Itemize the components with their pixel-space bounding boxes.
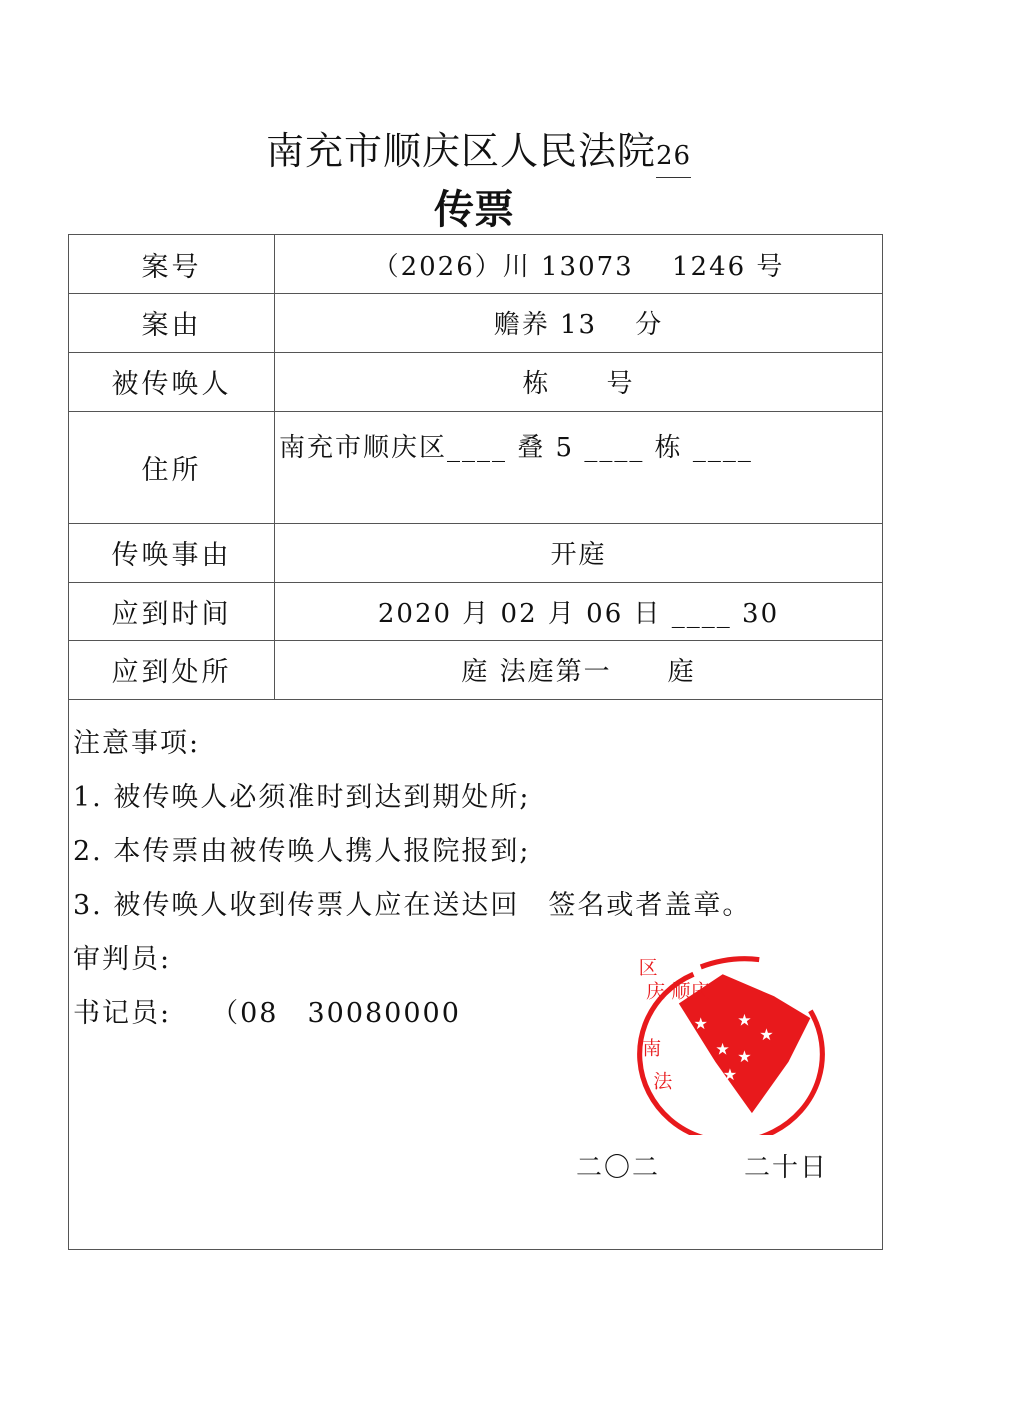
- judge-label: 审判员:: [73, 944, 172, 975]
- document-title: 传票: [434, 187, 514, 233]
- clerk-label: 书记员:: [73, 998, 172, 1029]
- svg-text:南: 南: [642, 1037, 662, 1060]
- label: 住所: [69, 411, 275, 523]
- issue-date: 二〇二 二十日: [576, 1153, 829, 1183]
- note-item: 3. 被传唤人收到传票人应在送达回 签名或者盖章。: [73, 890, 752, 921]
- label: 案号: [69, 235, 275, 293]
- note-item: 1. 被传唤人必须准时到达到期处所;: [73, 782, 531, 813]
- value: 庭 法庭第一 庭: [461, 657, 696, 687]
- svg-text:★: ★: [759, 1025, 774, 1044]
- value: （2026）川 13073 1246 号: [372, 251, 785, 282]
- svg-text:法: 法: [653, 1070, 673, 1093]
- label: 传唤事由: [69, 523, 275, 582]
- svg-text:★: ★: [722, 1065, 738, 1085]
- notes-heading: 注意事项:: [73, 728, 201, 759]
- value: 2020 月 02 月 06 日 ____ 30: [377, 598, 780, 629]
- note-item: 2. 本传票由被传唤人携人报院报到;: [73, 836, 531, 867]
- value: 开庭: [550, 540, 607, 570]
- svg-text:★: ★: [715, 1039, 730, 1059]
- svg-text:顺庆: 顺庆: [671, 980, 710, 1003]
- court-name: [266, 120, 691, 178]
- row-summons-reason: [69, 523, 882, 583]
- svg-text:★: ★: [737, 1046, 752, 1066]
- row-summoned-person: [69, 352, 882, 412]
- court-suffix: 26: [656, 141, 691, 178]
- clerk-phone: （08 30080000: [211, 998, 461, 1029]
- row-appear-time: [69, 582, 882, 641]
- svg-text:庆: 庆: [645, 980, 665, 1003]
- label: 应到时间: [69, 582, 275, 640]
- value: 赡养 13 分: [493, 310, 664, 340]
- value: 南充市顺庆区____ 叠 5 ____ 栋 ____: [279, 433, 753, 463]
- row-case-number: [69, 235, 882, 294]
- row-case-cause: [69, 293, 882, 353]
- svg-text:区: 区: [638, 957, 658, 980]
- row-appear-place: [69, 640, 882, 700]
- label: 案由: [69, 293, 275, 352]
- svg-text:★: ★: [737, 1010, 752, 1030]
- court-seal-stamp: [620, 945, 840, 1135]
- svg-text:★: ★: [693, 1014, 708, 1034]
- court-name-text: 南充市顺庆区人民法院: [266, 129, 657, 173]
- label: 应到处所: [69, 640, 275, 699]
- label: 被传唤人: [69, 352, 275, 411]
- row-address: [69, 411, 882, 524]
- value: 栋 号: [522, 369, 635, 399]
